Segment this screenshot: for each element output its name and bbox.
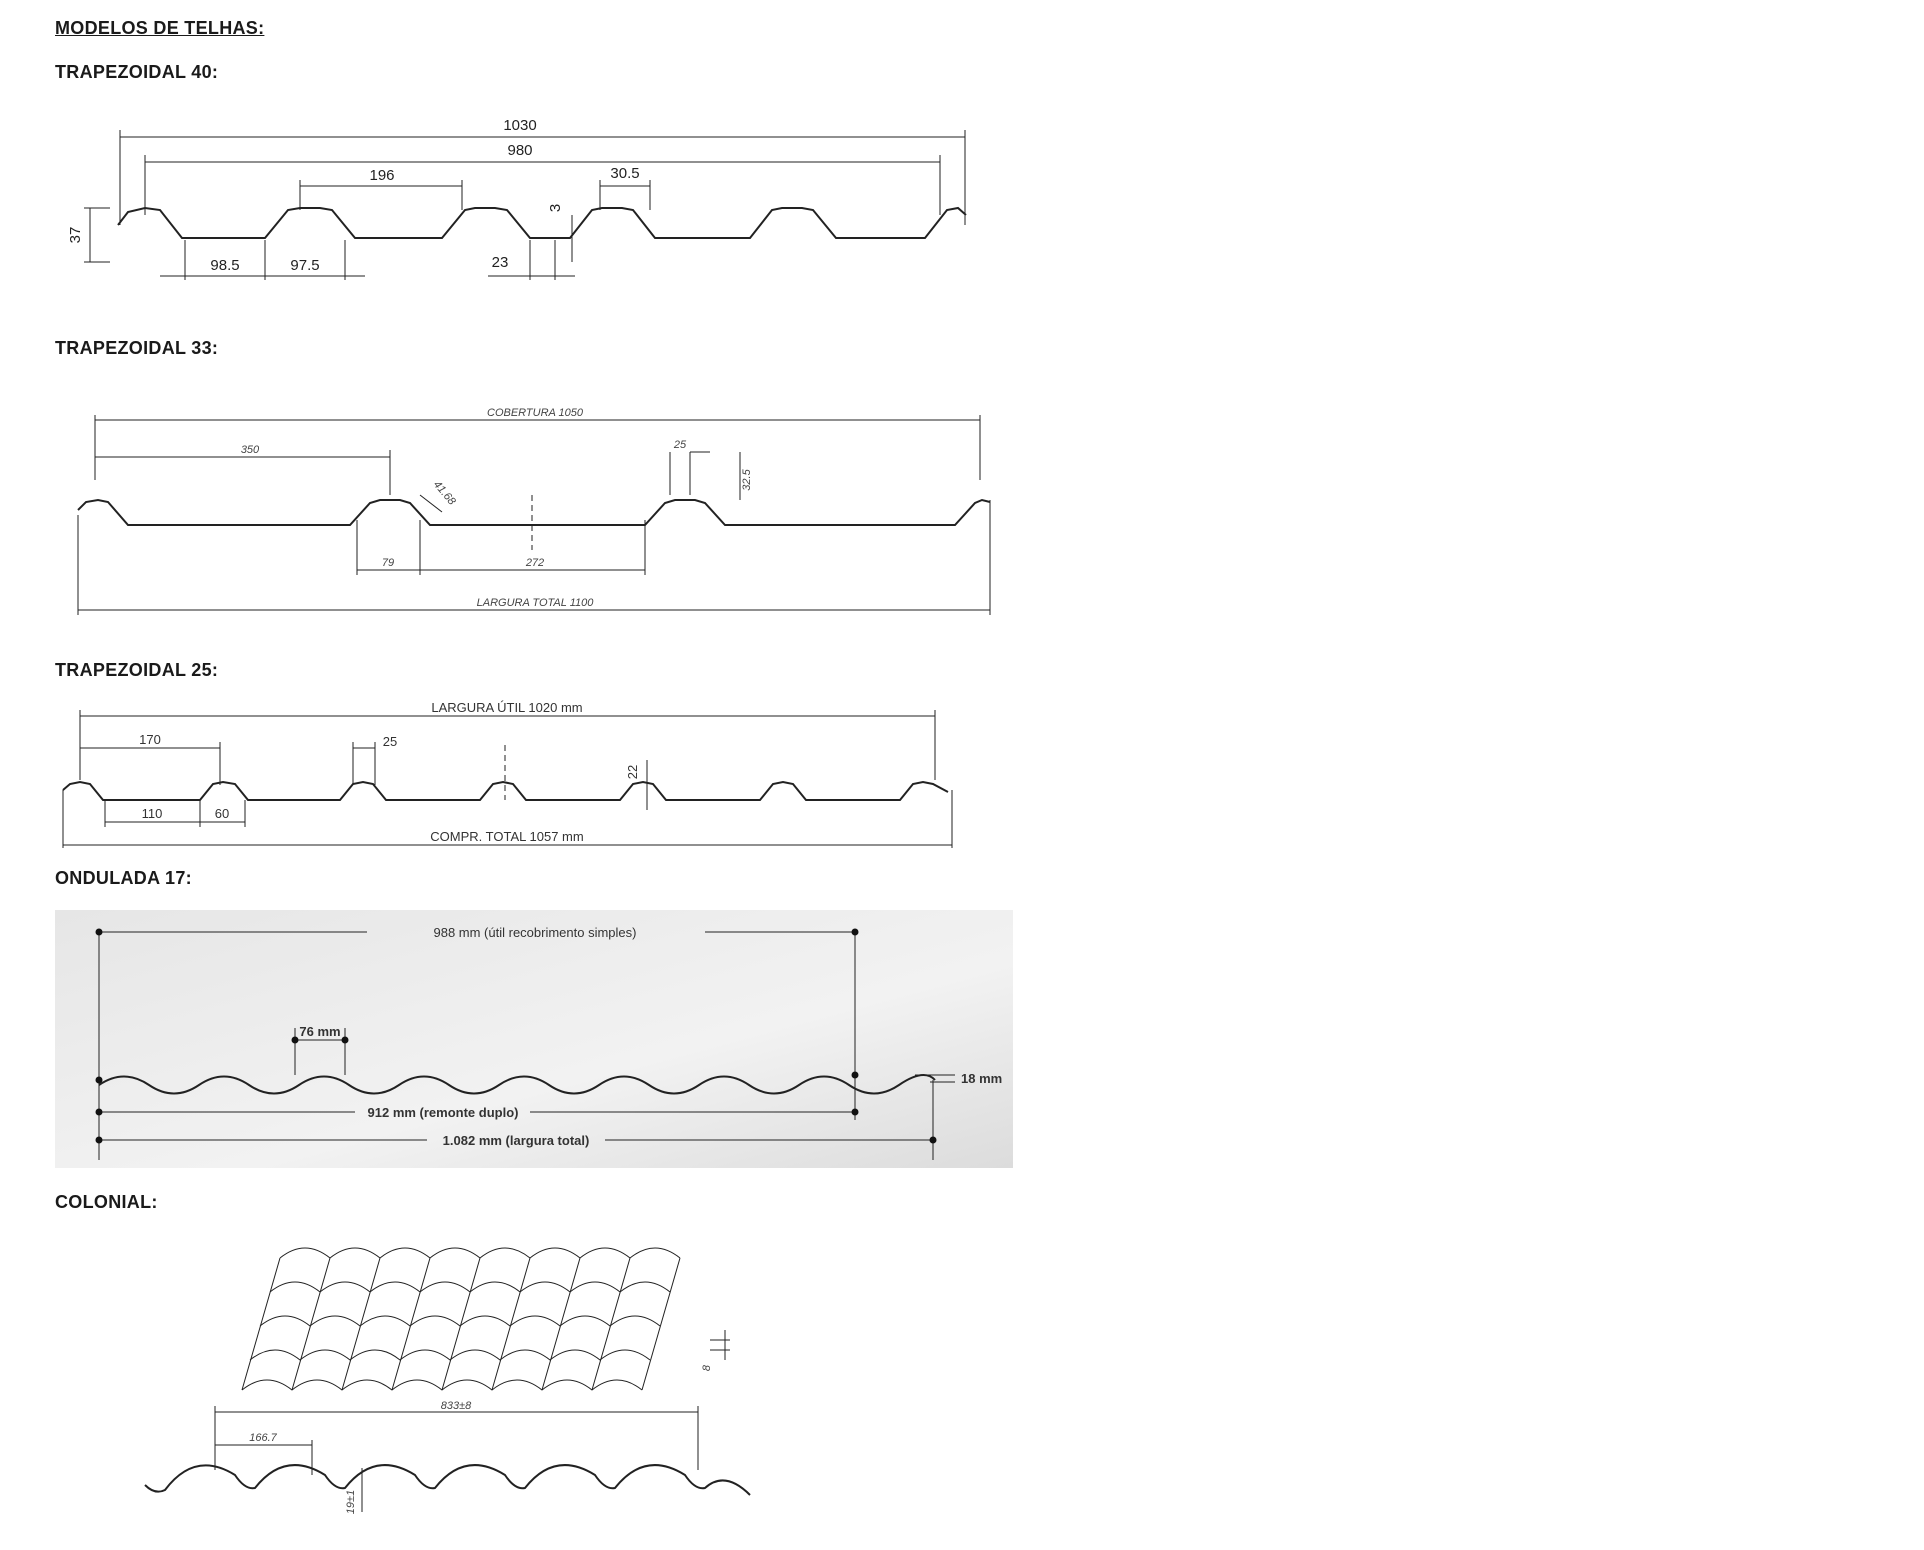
- ond-dim-height: 18 mm: [961, 1071, 1003, 1086]
- section-heading-ondulada-17: ONDULADA 17:: [55, 868, 192, 888]
- trap33-dim-crest: 25: [673, 439, 687, 451]
- trap40-dim-pitch: 196: [369, 167, 395, 184]
- colonial-dimension-lines: [215, 1406, 698, 1515]
- trap33-dim-base: 79: [381, 557, 395, 569]
- ond-dim-useful: 988 mm (útil recobrimento simples): [433, 925, 637, 940]
- ond-dim-pitch: 76 mm: [299, 1024, 341, 1039]
- trap25-dim-total: COMPR. TOTAL 1057 mm: [430, 829, 584, 844]
- trap40-dim-crest: 30.5: [610, 165, 640, 182]
- trap25-dim-valley: 110: [141, 806, 163, 821]
- colonial-tile-rows: [242, 1248, 730, 1390]
- trap25-dim-pitch: 170: [139, 732, 161, 747]
- trap25-dim-height: 22: [625, 764, 640, 780]
- trap40-dim-depth: 3: [547, 203, 564, 213]
- trap40-dim-total: 1030: [503, 117, 537, 134]
- trap40-profile: [118, 208, 966, 238]
- trap33-dim-total: LARGURA TOTAL 1100: [476, 597, 594, 609]
- trap40-dim-valley2: 97.5: [290, 257, 320, 274]
- ondulada-background: [55, 910, 1013, 1168]
- colonial-dim-height: 8: [701, 1364, 713, 1372]
- trap40-dim-useful: 980: [507, 142, 533, 159]
- section-heading-trapezoidal-25: TRAPEZOIDAL 25:: [55, 660, 219, 680]
- colonial-tile-perspective: [240, 1240, 760, 1410]
- trap25-dim-useful: LARGURA ÚTIL 1020 mm: [431, 700, 583, 715]
- trap40-dim-valley1: 98.5: [210, 257, 240, 274]
- trap33-dim-pitch: 350: [240, 444, 260, 456]
- trap25-dim-crest: 25: [382, 734, 398, 749]
- trap25-dim-base: 60: [214, 806, 230, 821]
- trap33-dim-valley: 272: [525, 557, 545, 569]
- trap25-dimension-lines: [63, 710, 952, 848]
- trap33-dim-height: 32.5: [741, 469, 753, 491]
- trap33-dim-cover: COBERTURA 1050: [487, 407, 583, 419]
- trap40-dim-gap: 23: [491, 254, 509, 271]
- colonial-dim-pitch: 166.7: [249, 1432, 277, 1444]
- colonial-wave-profile: [145, 1465, 750, 1495]
- trap33-profile: [78, 500, 990, 525]
- trap33-dimension-lines: [78, 415, 990, 615]
- ond-dim-double: 912 mm (remonte duplo): [367, 1105, 519, 1120]
- trapezoidal-25-drawing: [55, 700, 955, 850]
- trap33-dim-slope: 41.68: [430, 478, 458, 508]
- section-heading-colonial: COLONIAL:: [55, 1192, 158, 1212]
- section-heading-trapezoidal-40: TRAPEZOIDAL 40:: [55, 62, 219, 82]
- page-title: MODELOS DE TELHAS:: [55, 18, 265, 38]
- trapezoidal-40-drawing: [67, 100, 1050, 290]
- colonial-profile-drawing: [140, 1400, 780, 1550]
- ondulada-17-drawing: [55, 910, 1013, 1168]
- trapezoidal-33-drawing: [70, 400, 1030, 610]
- colonial-dim-profile-height: 19±1: [345, 1489, 357, 1515]
- trap40-dim-height: 37: [67, 226, 84, 244]
- colonial-dim-width: 833±8: [440, 1400, 472, 1412]
- section-heading-trapezoidal-33: TRAPEZOIDAL 33:: [55, 338, 219, 358]
- ond-dim-total: 1.082 mm (largura total): [442, 1133, 590, 1148]
